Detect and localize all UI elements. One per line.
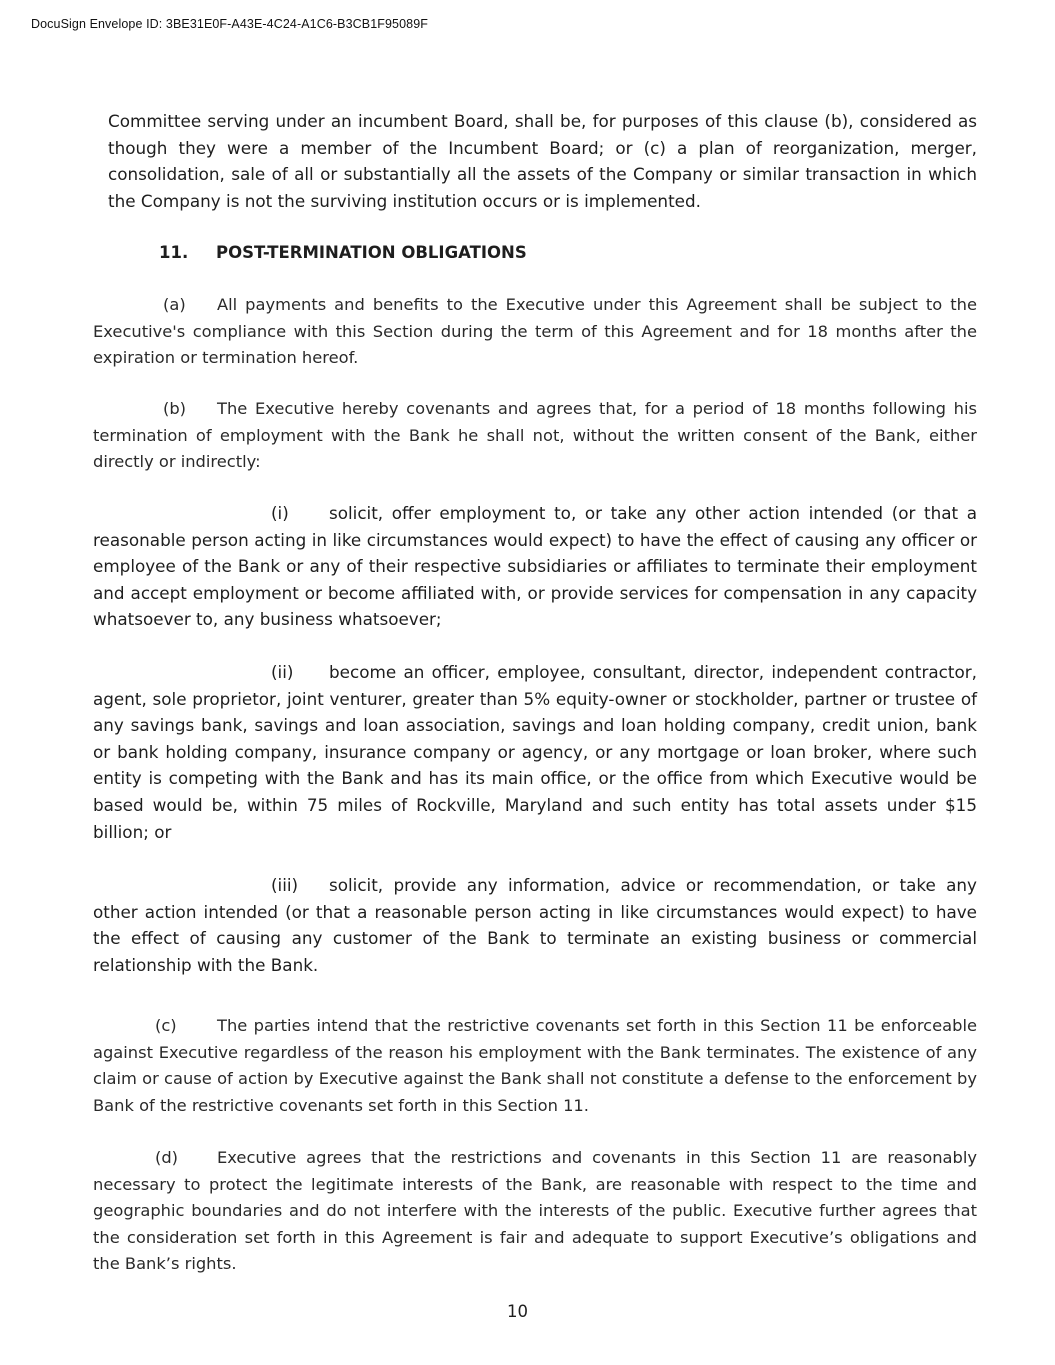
paragraph-d-label: (d) (155, 1148, 179, 1167)
paragraph-c-label: (c) (155, 1016, 177, 1035)
paragraph-c (93, 1013, 977, 1119)
section-number: 11. (159, 243, 189, 262)
paragraph-b-text: The Executive hereby covenants and agrees that, for a period of 18 months following his termination of employment with the Bank he shall not, without the written consent of the Bank, either directly or indirectly: (93, 399, 977, 472)
item-i-text: solicit, offer employment to, or take any other action intended (or that a reasonable person acting in like circumstances would expect) to have the effect of causing any officer or employee of the Bank or any of their respective subsidiaries or affiliates to terminate their employment and accept employment or become affiliated with, or provide services for compensation in any capacity whatsoever to, any business whatsoever; (93, 503, 977, 630)
item-ii-label: (ii) (271, 662, 294, 682)
page-number: 10 (507, 1302, 528, 1321)
intro-paragraph: Committee serving under an incumbent Board, shall be, for purposes of this clause (b), considered as though they were a member of the Incumbent Board; or (c) a plan of reorganization, merger, consolidation, sale of all or substantially all the assets of the Company or similar transaction in which the Company is not the surviving institution occurs or is implemented. (108, 111, 977, 211)
paragraph-d-text: Executive agrees that the restrictions and covenants in this Section 11 are reasonably necessary to protect the legitimate interests of the Bank, are reasonable with respect to the time and geographic boundaries and do not interfere with the interests of the public. Executive further agrees that the consideration set forth in this Agreement is fair and adequate to support Executive’s obligations and the Bank’s rights. (93, 1148, 977, 1274)
docusign-envelope-id: DocuSign Envelope ID: 3BE31E0F-A43E-4C24-A1C6-B3CB1F95089F (31, 17, 428, 31)
paragraph-b-label: (b) (163, 399, 187, 418)
item-ii (93, 659, 977, 845)
item-ii-text: become an officer, employee, consultant, director, independent contractor, agent, sole proprietor, joint venturer, greater than 5% equity-owner or stockholder, partner or trustee of any savings bank, savings and loan association, savings and loan holding company, credit union, bank or bank holding company, insurance company or agency, or any mortgage or loan broker, where such entity is competing with the Bank and has its main office, or the office from which Executive would be based would be, within 75 miles of Rockville, Maryland and such entity has total assets under $15 billion; or (93, 662, 977, 842)
paragraph-a-text: All payments and benefits to the Executive under this Agreement shall be subject to the Executive's compliance with this Section during the term of this Agreement and for 18 months after the expiration or termination hereof. (93, 295, 977, 368)
item-iii-text: solicit, provide any information, advice or recommendation, or take any other action intended (or that a reasonable person acting in like circumstances would expect) to have the effect of causing any customer of the Bank to terminate an existing business or commercial relationship with the Bank. (93, 875, 977, 975)
paragraph-c-text: The parties intend that the restrictive covenants set forth in this Section 11 be enforceable against Executive regardless of the reason his employment with the Bank terminates. The existence of any claim or cause of action by Executive against the Bank shall not constitute a defense to the enforcement by Bank of the restrictive covenants set forth in this Section 11. (93, 1016, 977, 1115)
paragraph-a-label: (a) (163, 295, 186, 314)
item-iii-label: (iii) (271, 875, 299, 895)
item-i-label: (i) (271, 503, 289, 523)
item-iii (93, 872, 977, 978)
paragraph-d (93, 1145, 977, 1278)
item-i (93, 500, 977, 633)
section-heading (159, 240, 527, 267)
section-title: POST-TERMINATION OBLIGATIONS (216, 243, 527, 262)
paragraph-b (93, 396, 977, 476)
paragraph-a (93, 292, 977, 372)
